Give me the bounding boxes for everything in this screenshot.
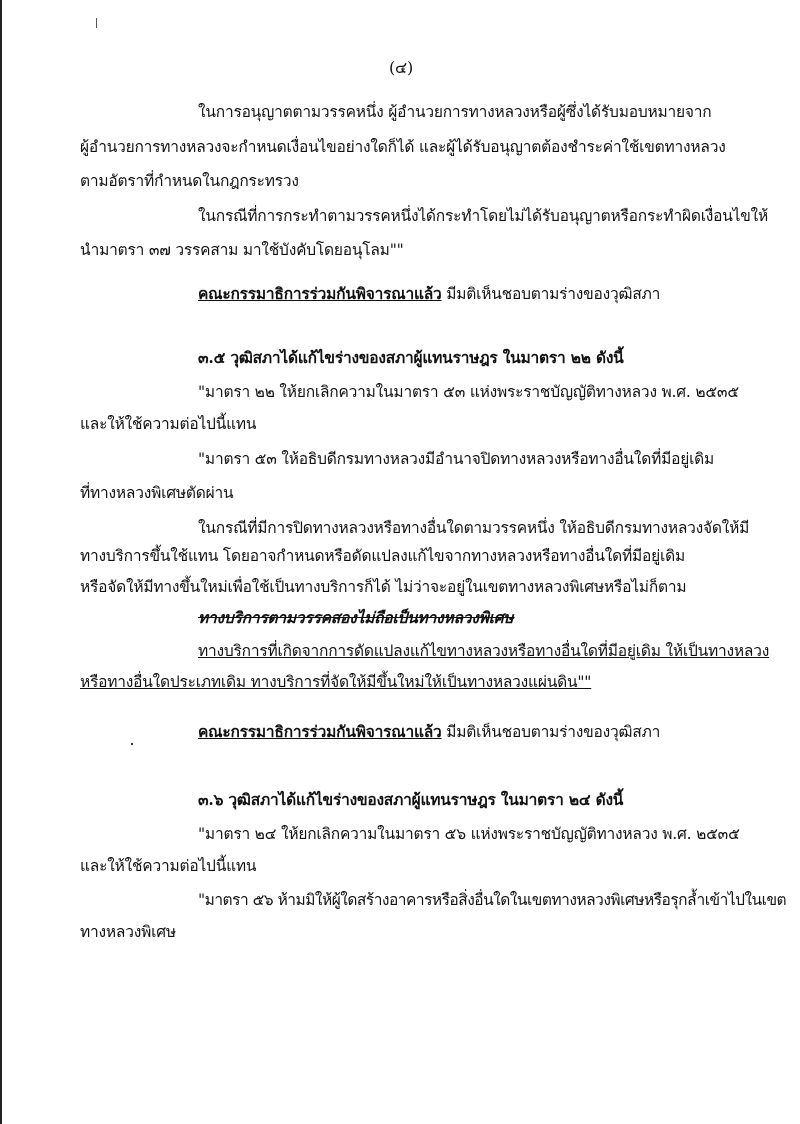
paragraph-line: "มาตรา ๒๔ ให้ยกเลิกความในมาตรา ๕๖ แห่งพระราชบัญญัติทางหลวง พ.ศ. ๒๕๓๕	[198, 825, 740, 843]
paragraph-line: และให้ใช้ความต่อไปนี้แทน	[80, 415, 257, 433]
committee-resolution	[198, 722, 660, 742]
committee-resolution-text: มีมติเห็นชอบตามร่างของวุฒิสภา	[441, 723, 661, 741]
paragraph-line: ในการอนุญาตตามวรรคหนึ่ง ผู้อำนวยการทางหลวงหรือผู้ซึ่งได้รับมอบหมายจาก	[198, 103, 712, 121]
committee-label: คณะกรรมาธิการร่วมกันพิจารณาแล้ว	[198, 722, 442, 741]
paragraph-line: ในกรณีที่มีการปิดทางหลวงหรือทางอื่นใดตามวรรคหนึ่ง ให้อธิบดีกรมทางหลวงจัดให้มี	[198, 519, 750, 537]
committee-label: คณะกรรมาธิการร่วมกันพิจารณาแล้ว	[198, 284, 442, 303]
paragraph-line: นำมาตรา ๓๗ วรรคสาม มาใช้บังคับโดยอนุโลม""	[80, 241, 404, 259]
paragraph-line: ที่ทางหลวงพิเศษตัดผ่าน	[80, 484, 234, 502]
section-heading: ๓.๖ วุฒิสภาได้แก้ไขร่างของสภาผู้แทนราษฎร ในมาตรา ๒๔ ดังนี้	[198, 790, 624, 809]
inserted-text: หรือทางอื่นใดประเภทเดิม ทางบริการที่จัดให้มีขึ้นใหม่ให้เป็นทางหลวงแผ่นดิน""	[80, 673, 592, 691]
paragraph-line: ผู้อำนวยการทางหลวงจะกำหนดเงื่อนไขอย่างใดก็ได้ และผู้ได้รับอนุญาตต้องชำระค่าใช้เขตทางหลวง	[80, 138, 726, 156]
scan-speck	[131, 743, 133, 745]
page-number: (๔)	[389, 58, 413, 77]
paragraph-line: หรือจัดให้มีทางขึ้นใหม่เพื่อใช้เป็นทางบริการก็ได้ ไม่ว่าจะอยู่ในเขตทางหลวงพิเศษหรือไม่ก็ตาม	[80, 578, 687, 596]
paragraph-line: ตามอัตราที่กำหนดในกฎกระทรวง	[80, 172, 299, 190]
paragraph-line: "มาตรา ๕๖ ห้ามมิให้ผู้ใดสร้างอาคารหรือสิ่งอื่นใดในเขตทางหลวงพิเศษหรือรุกล้ำเข้าไปในเขต	[198, 891, 787, 909]
paragraph-line: "มาตรา ๒๒ ให้ยกเลิกความในมาตรา ๕๓ แห่งพระราชบัญญัติทางหลวง พ.ศ. ๒๕๓๕	[198, 383, 739, 401]
scan-mark	[96, 18, 97, 28]
committee-resolution	[198, 284, 660, 304]
paragraph-line: และให้ใช้ความต่อไปนี้แทน	[80, 857, 257, 875]
inserted-text: ทางบริการที่เกิดจากการดัดแปลงแก้ไขทางหลวงหรือทางอื่นใดที่มีอยู่เดิม ให้เป็นทางหลวง	[198, 642, 770, 660]
paragraph-line: "มาตรา ๕๓ ให้อธิบดีกรมทางหลวงมีอำนาจปิดทางหลวงหรือทางอื่นใดที่มีอยู่เดิม	[198, 450, 715, 468]
section-heading: ๓.๕ วุฒิสภาได้แก้ไขร่างของสภาผู้แทนราษฎร ในมาตรา ๒๒ ดังนี้	[198, 348, 624, 367]
scan-edge	[0, 0, 2, 1124]
deleted-text: ทางบริการตามวรรคสองไม่ถือเป็นทางหลวงพิเศษ	[198, 608, 514, 627]
paragraph-line: ในกรณีที่การกระทำตามวรรคหนึ่งได้กระทำโดยไม่ได้รับอนุญาตหรือกระทำผิดเงื่อนไขให้	[198, 207, 769, 225]
paragraph-line: ทางหลวงพิเศษ	[80, 923, 176, 941]
paragraph-line: ทางบริการขึ้นใช้แทน โดยอาจกำหนดหรือดัดแปลงแก้ไขจากทางหลวงหรือทางอื่นใดที่มีอยู่เดิม	[80, 547, 685, 565]
committee-resolution-text: มีมติเห็นชอบตามร่างของวุฒิสภา	[441, 285, 661, 303]
